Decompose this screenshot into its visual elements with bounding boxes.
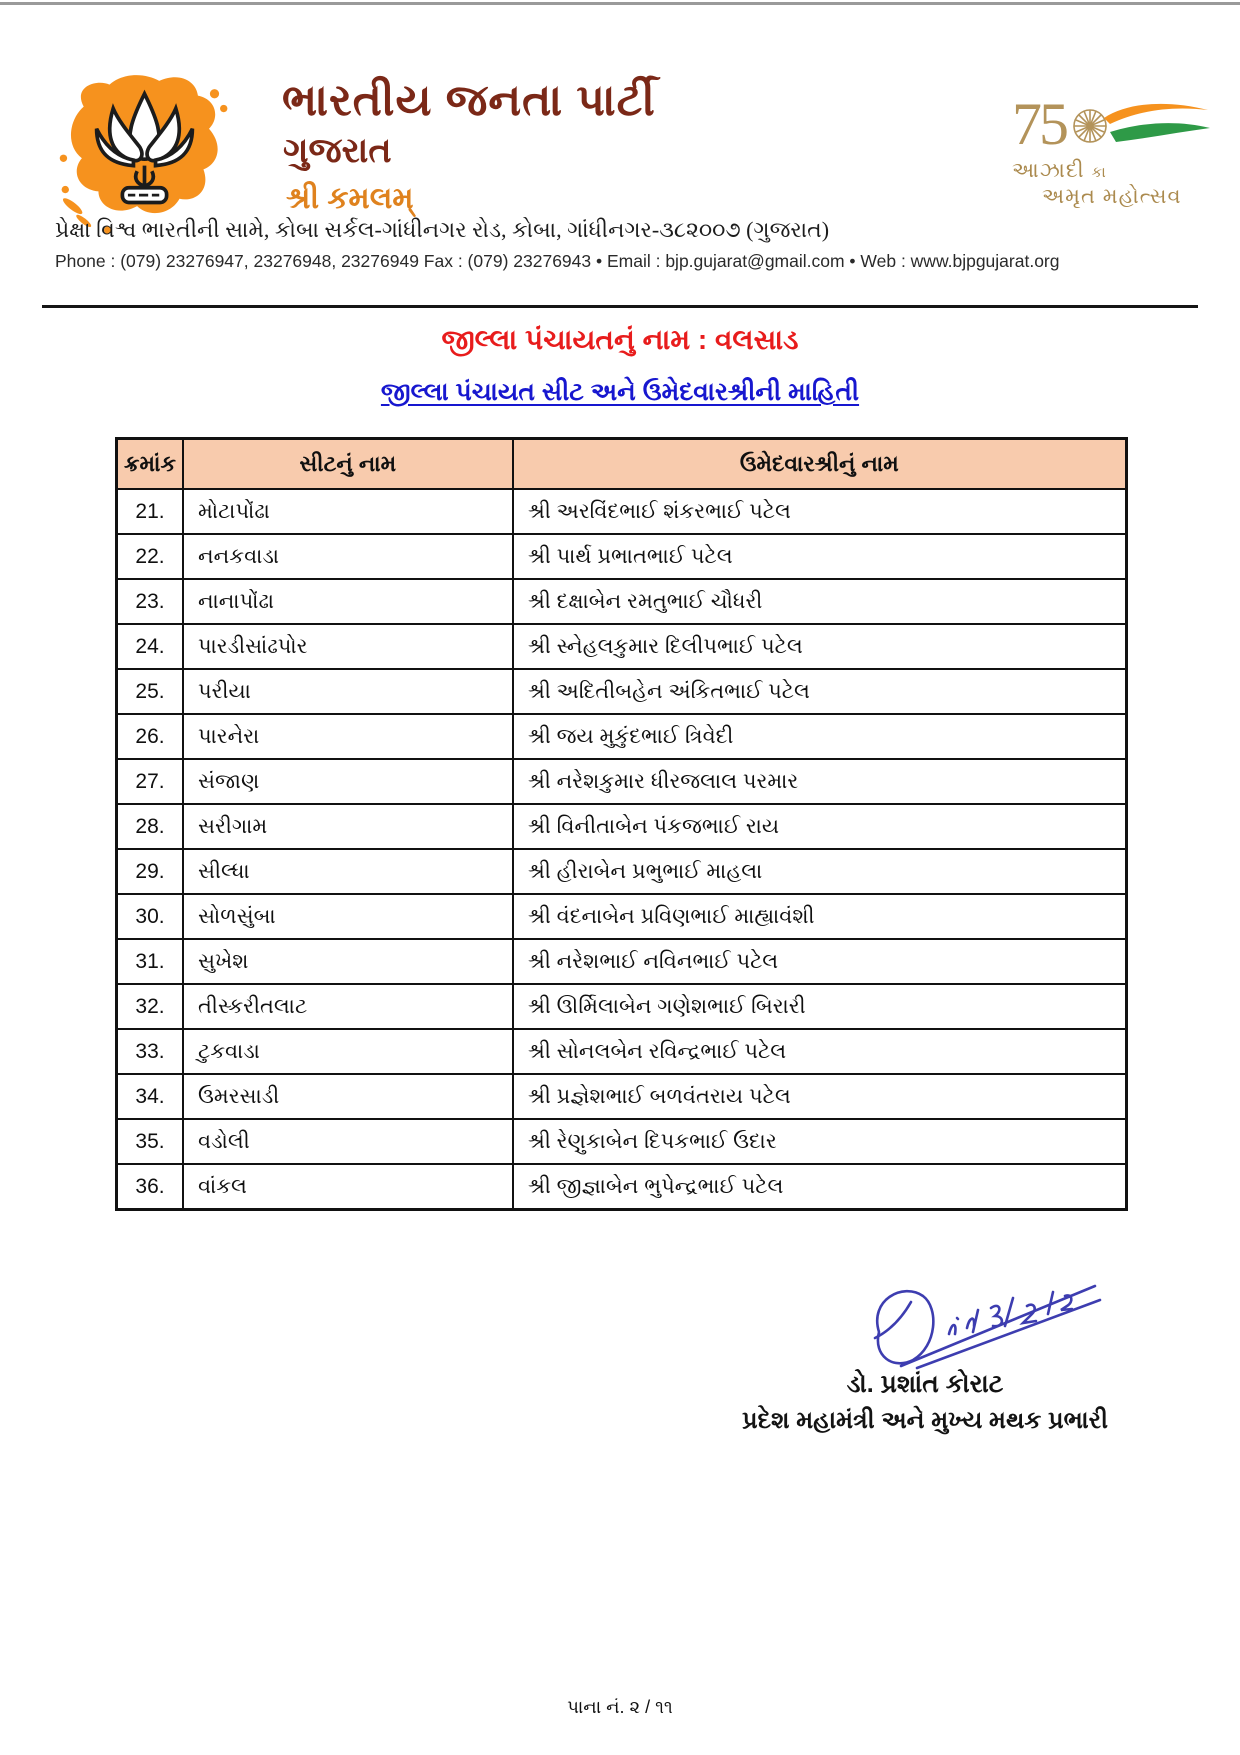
seat-cell: સરીગામ: [183, 804, 513, 849]
seat-cell: વાંકલ: [183, 1164, 513, 1210]
seat-cell: નાનાપોંઢા: [183, 579, 513, 624]
table-row: [117, 1164, 1127, 1210]
office-address: પ્રેક્ષા વિશ્વ ભારતીની સામે, કોબા સર્કલ-ગાંધીનગર રોડ, કોબા, ગાંધીનગર-૩૮૨૦૦૭ (ગુજરાત): [55, 217, 830, 242]
candidate-cell: શ્રી જય મુકુંદભાઈ ત્રિવેદી: [513, 714, 1127, 759]
seat-cell: ઉમરસાડી: [183, 1074, 513, 1119]
seat-cell: સંજાણ: [183, 759, 513, 804]
serial-cell: 21.: [117, 489, 184, 534]
seat-cell: મોટાપોંઢા: [183, 489, 513, 534]
org-office-name: શ્રી કમલમ્: [286, 182, 414, 215]
candidate-cell: શ્રી પ્રજ્ઞેશભાઈ બળવંતરાય પટેલ: [513, 1074, 1127, 1119]
table-row: [117, 1119, 1127, 1164]
candidate-cell: શ્રી નરેશકુમાર ધીરજલાલ પરમાર: [513, 759, 1127, 804]
table-row: [117, 489, 1127, 534]
serial-cell: 35.: [117, 1119, 184, 1164]
serial-cell: 25.: [117, 669, 184, 714]
candidate-cell: શ્રી હીરાબેન પ્રભુભાઈ માહલા: [513, 849, 1127, 894]
candidate-cell: શ્રી વિનીતાબેન પંકજભાઈ રાય: [513, 804, 1127, 849]
candidate-cell: શ્રી સોનલબેન રવિન્દ્રભાઈ પટેલ: [513, 1029, 1127, 1074]
candidate-cell: શ્રી પાર્થ પ્રભાતભાઈ પટેલ: [513, 534, 1127, 579]
table-row: [117, 939, 1127, 984]
table-row: [117, 849, 1127, 894]
table-title: જીલ્લા પંચાયત સીટ અને ઉમેદવારશ્રીની માહિતી: [380, 378, 860, 406]
serial-cell: 29.: [117, 849, 184, 894]
candidate-cell: શ્રી સ્નેહલકુમાર દિલીપભાઈ પટેલ: [513, 624, 1127, 669]
top-border-line: [0, 2, 1240, 5]
table-row: [117, 894, 1127, 939]
amrit-75-flag-icon: [1012, 88, 1212, 160]
table-row: [117, 714, 1127, 759]
seat-cell: સુખેશ: [183, 939, 513, 984]
azadi-amrit-mahotsav-logo: [1012, 88, 1212, 209]
contact-line: Phone : (079) 23276947, 23276948, 23276949 Fax : (079) 23276943 • Email : bjp.gujarat@gmail.com • Web : www.bjpgujarat.org: [55, 251, 1060, 271]
serial-cell: 28.: [117, 804, 184, 849]
flag-saffron-band: [1104, 104, 1208, 124]
candidate-cell: શ્રી અદિતીબહેન અંકિતભાઈ પટેલ: [513, 669, 1127, 714]
amrit-line1: આઝાદી કા: [1012, 159, 1107, 182]
table-row: [117, 984, 1127, 1029]
amrit-75-number: 75: [1012, 91, 1066, 157]
candidate-cell: શ્રી નરેશભાઈ નવિનભાઈ પટેલ: [513, 939, 1127, 984]
serial-cell: 22.: [117, 534, 184, 579]
candidate-cell: શ્રી દક્ષાબેન રમતુભાઈ ચૌધરી: [513, 579, 1127, 624]
candidate-cell: શ્રી રેણુકાબેન દિપકભાઈ ઉદાર: [513, 1119, 1127, 1164]
table-row: [117, 669, 1127, 714]
signature-image: [845, 1272, 1110, 1370]
serial-cell: 23.: [117, 579, 184, 624]
table-row: [117, 579, 1127, 624]
table-row: [117, 1029, 1127, 1074]
signatory-name: ડો. પ્રશાંત કોરાટ: [846, 1370, 1004, 1398]
candidate-cell: શ્રી જીજ્ઞાબેન ભુપેન્દ્રભાઈ પટેલ: [513, 1164, 1127, 1210]
table-row: [117, 759, 1127, 804]
table-header-row: [117, 439, 1127, 490]
candidate-cell: શ્રી વંદનાબેન પ્રવિણભાઈ માહ્યાવંશી: [513, 894, 1127, 939]
amrit-line2: અમૃત મહોત્સવ: [1042, 185, 1182, 208]
table-row: [117, 624, 1127, 669]
seat-cell: વડોલી: [183, 1119, 513, 1164]
table-row: [117, 534, 1127, 579]
serial-cell: 27.: [117, 759, 184, 804]
org-name: ભારતીય જનતા પાર્ટી: [282, 76, 656, 125]
column-header-seat: સીટનું નામ: [183, 439, 513, 490]
district-title: જીલ્લા પંચાયતનું નામ : વલસાડ: [441, 324, 799, 355]
serial-cell: 24.: [117, 624, 184, 669]
seat-cell: સીલ્ધા: [183, 849, 513, 894]
seat-cell: પારડીસાંઢપોર: [183, 624, 513, 669]
signatory-designation: પ્રદેશ મહામંત્રી અને મુખ્ય મથક પ્રભારી: [742, 1407, 1108, 1434]
page-number: પાના નં. ૨ / ૧૧: [567, 1697, 673, 1717]
seat-cell: સોળસુંબા: [183, 894, 513, 939]
serial-cell: 36.: [117, 1164, 184, 1210]
seat-cell: તીસ્કરીતલાટ: [183, 984, 513, 1029]
serial-cell: 26.: [117, 714, 184, 759]
serial-cell: 33.: [117, 1029, 184, 1074]
column-header-candidate: ઉમેદવારશ્રીનું નામ: [513, 439, 1127, 490]
org-region: ગુજરાત: [283, 131, 392, 170]
seat-cell: ટુકવાડા: [183, 1029, 513, 1074]
column-header-serial: ક્રમાંક: [117, 439, 184, 490]
candidates-table: [115, 437, 1128, 1211]
serial-cell: 30.: [117, 894, 184, 939]
table-row: [117, 804, 1127, 849]
serial-cell: 34.: [117, 1074, 184, 1119]
seat-cell: નનકવાડા: [183, 534, 513, 579]
table-body: [117, 489, 1127, 1210]
ashoka-chakra-icon: [1074, 110, 1106, 142]
seat-cell: પરીયા: [183, 669, 513, 714]
candidate-cell: શ્રી ઊર્મિલાબેન ગણેશભાઈ બિરારી: [513, 984, 1127, 1029]
seat-cell: પારનેરા: [183, 714, 513, 759]
candidate-cell: શ્રી અરવિંદભાઈ શંકરભાઈ પટેલ: [513, 489, 1127, 534]
serial-cell: 32.: [117, 984, 184, 1029]
serial-cell: 31.: [117, 939, 184, 984]
header-divider: [42, 305, 1198, 308]
flag-green-band: [1110, 123, 1210, 142]
table-row: [117, 1074, 1127, 1119]
signature-block: [700, 1272, 1150, 1435]
